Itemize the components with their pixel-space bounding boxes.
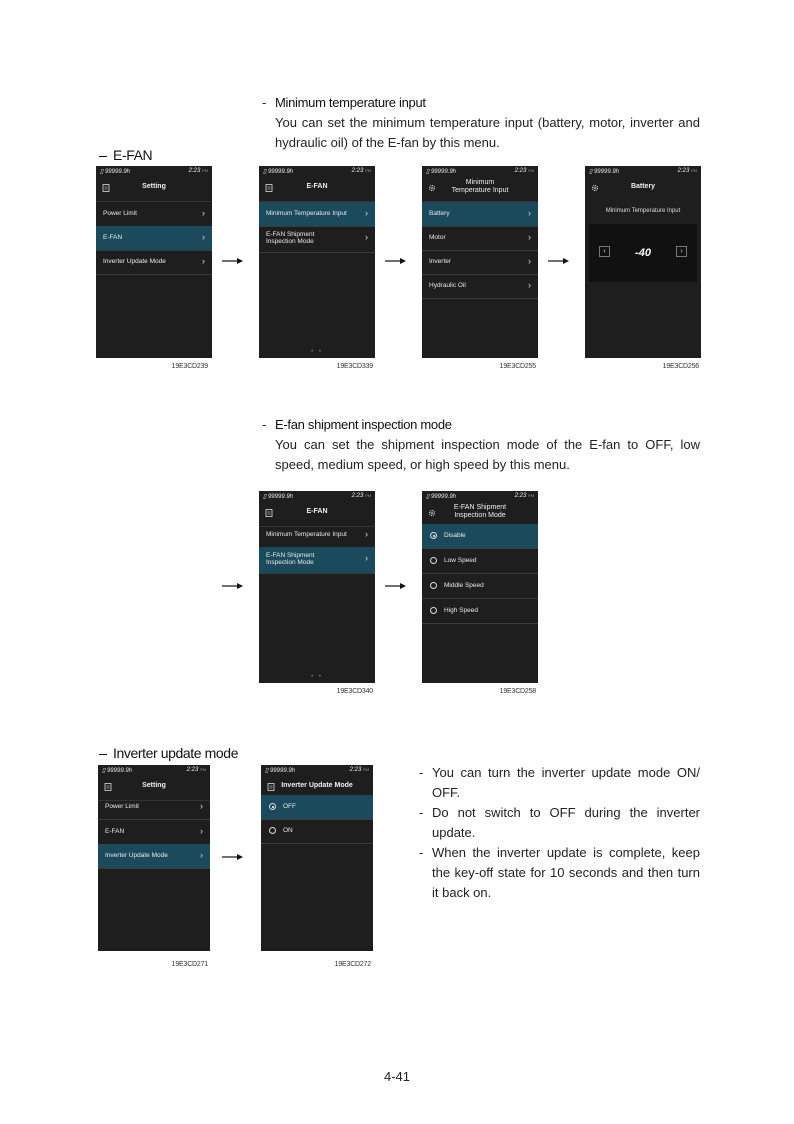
bullet-dash: -: [262, 417, 267, 432]
arrow-right-icon: [385, 582, 407, 590]
caption: 19E3CD239: [171, 363, 208, 370]
screen-inverter-update: [261, 765, 373, 951]
menu-item-inverter-update[interactable]: [96, 250, 212, 275]
screen-setting-efan: [96, 166, 212, 358]
screen-title: E-FAN: [306, 183, 328, 190]
chevron-right-icon: ›: [200, 801, 203, 811]
chevron-right-icon: ›: [365, 208, 368, 218]
inverter-bullet-1: [419, 763, 700, 803]
page-indicator: • •: [311, 674, 323, 680]
menu-item-battery[interactable]: [422, 202, 538, 227]
bullet-dash: -: [419, 765, 424, 780]
radio-icon: [430, 607, 437, 614]
chevron-right-icon: ›: [365, 553, 368, 563]
inverter-section-label: Inverter update mode: [113, 745, 239, 761]
efan-section-label: E-FAN: [113, 147, 153, 163]
clock: 2:23 PM: [349, 767, 369, 773]
decrease-button[interactable]: ‹: [599, 246, 610, 257]
clock: 2:23 PM: [351, 493, 371, 499]
menu-item-label: E-FAN Shipment Inspection Mode: [266, 231, 315, 245]
chevron-right-icon: ›: [202, 256, 205, 266]
caption: 19E3CD258: [499, 688, 536, 695]
menu-item-motor[interactable]: [422, 226, 538, 251]
screen-title: Battery: [630, 183, 656, 190]
menu-item-hydraulic-oil[interactable]: [422, 274, 538, 299]
menu-item-label: Motor: [429, 234, 446, 241]
screen-title: Minimum Temperature Input: [451, 179, 509, 194]
menu-item-label: E-FAN: [103, 234, 123, 241]
min-temp-body: You can set the minimum temperature input (battery, motor, inverter and hydraulic oil) of the E-fan by this menu.: [275, 115, 700, 150]
chevron-right-icon: ›: [202, 208, 205, 218]
shipment-body: You can set the shipment inspection mode of the E-fan to OFF, low speed, medium speed, or high speed by this menu.: [275, 437, 700, 472]
menu-item-min-temp[interactable]: [259, 202, 375, 227]
radio-icon: [269, 827, 276, 834]
screen-title: E-FAN Shipment Inspection Mode: [453, 504, 507, 519]
menu-item-label: Inverter Update Mode: [103, 258, 166, 265]
chevron-right-icon: ›: [528, 208, 531, 218]
option-label: OFF: [283, 803, 296, 810]
arrow-right-icon: [222, 582, 244, 590]
option-label: Low Speed: [444, 557, 477, 564]
menu-item-efan[interactable]: [98, 820, 210, 845]
temperature-value: -40: [635, 247, 651, 259]
inverter-bullet-2: [419, 803, 700, 843]
battery-subtitle: Minimum Temperature Input: [605, 208, 681, 214]
caption: 19E3CD340: [336, 688, 373, 695]
chevron-right-icon: ›: [365, 529, 368, 539]
chevron-right-icon: ›: [528, 256, 531, 266]
caption: 19E3CD339: [336, 363, 373, 370]
radio-selected-icon: [430, 532, 437, 539]
hour-meter: ▯ 99999.9h: [589, 169, 620, 175]
menu-item-shipment[interactable]: [259, 226, 375, 253]
min-temp-heading: Minimum temperature input: [275, 95, 426, 110]
screen-battery: [585, 166, 701, 358]
arrow-right-icon: [222, 853, 244, 861]
menu-item-label: Inverter: [429, 258, 452, 265]
option-label: Middle Speed: [444, 582, 484, 589]
inverter-section-title: [99, 745, 238, 761]
screen-title: E-FAN: [306, 508, 328, 515]
hour-meter: ▯ 99999.9h: [426, 494, 457, 500]
menu-item-power-limit[interactable]: [96, 202, 212, 227]
clock: 2:23 PM: [188, 168, 208, 174]
screen-title: Setting: [142, 782, 166, 789]
menu-item-label: E-FAN Shipment Inspection Mode: [266, 552, 315, 566]
chevron-right-icon: ›: [200, 826, 203, 836]
clock: 2:23 PM: [514, 493, 534, 499]
efan-section-title: [99, 147, 152, 163]
menu-item-label: Hydraulic Oil: [429, 282, 466, 289]
radio-icon: [430, 557, 437, 564]
bullet-dash: -: [419, 805, 424, 820]
option-disable[interactable]: [422, 524, 538, 549]
screen-setting-inverter: [98, 765, 210, 951]
menu-item-inverter[interactable]: [422, 250, 538, 275]
menu-item-label: Inverter Update Mode: [105, 852, 168, 859]
menu-item-power-limit[interactable]: [98, 795, 210, 820]
option-label: Disable: [444, 532, 466, 539]
menu-item-efan[interactable]: [96, 226, 212, 251]
arrow-right-icon: [385, 257, 407, 265]
menu-item-label: Battery: [429, 210, 450, 217]
hour-meter: ▯ 99999.9h: [263, 169, 294, 175]
inverter-bullet-text: You can turn the inverter update mode ON/ OFF.: [432, 765, 700, 800]
clock: 2:23 PM: [351, 168, 371, 174]
option-on[interactable]: [261, 819, 373, 844]
option-off[interactable]: [261, 795, 373, 820]
menu-item-label: Power Limit: [105, 803, 139, 810]
inverter-bullet-text: Do not switch to OFF during the inverter update.: [432, 805, 700, 840]
inverter-bullet-text: When the inverter update is complete, keep the key-off state for 10 seconds and then turn it back on.: [432, 845, 700, 900]
page-number: 4-41: [383, 1069, 411, 1084]
screen-efan-menu: [259, 166, 375, 358]
hour-meter: ▯ 99999.9h: [102, 768, 133, 774]
menu-item-label: E-FAN: [105, 828, 125, 835]
clock: 2:23 PM: [677, 168, 697, 174]
arrow-right-icon: [548, 257, 570, 265]
option-middle-speed[interactable]: [422, 574, 538, 599]
menu-item-label: Minimum Temperature Input: [266, 210, 347, 217]
screen-title: Setting: [142, 183, 166, 190]
option-label: ON: [283, 827, 293, 834]
option-label: High Speed: [444, 607, 478, 614]
menu-item-label: Power Limit: [103, 210, 137, 217]
caption: 19E3CD272: [334, 961, 371, 968]
radio-selected-icon: [269, 803, 276, 810]
menu-item-label: Minimum Temperature Input: [266, 531, 347, 538]
hour-meter: ▯ 99999.9h: [265, 768, 296, 774]
chevron-right-icon: ›: [365, 232, 368, 242]
bullet-dash: -: [419, 845, 424, 860]
chevron-right-icon: ›: [528, 232, 531, 242]
shipment-bullet: [262, 415, 700, 475]
menu-item-min-temp[interactable]: [259, 523, 375, 548]
inverter-bullet-3: [419, 843, 700, 903]
menu-item-inverter-update[interactable]: [98, 844, 210, 869]
clock: 2:23 PM: [186, 767, 206, 773]
chevron-right-icon: ›: [200, 850, 203, 860]
shipment-heading: E-fan shipment inspection mode: [275, 417, 452, 432]
increase-button[interactable]: ›: [676, 246, 687, 257]
option-high-speed[interactable]: [422, 599, 538, 624]
screen-efan-menu-2: [259, 491, 375, 683]
min-temp-bullet: [262, 93, 700, 153]
screen-title: Inverter Update Mode: [281, 782, 353, 789]
screen-shipment-mode: [422, 491, 538, 683]
caption: 19E3CD256: [662, 363, 699, 370]
arrow-right-icon: [222, 257, 244, 265]
page-indicator: • •: [311, 349, 323, 355]
hour-meter: ▯ 99999.9h: [263, 494, 294, 500]
chevron-right-icon: ›: [528, 280, 531, 290]
option-low-speed[interactable]: [422, 549, 538, 574]
hour-meter: ▯ 99999.9h: [426, 169, 457, 175]
clock: 2:23 PM: [514, 168, 534, 174]
menu-item-shipment[interactable]: [259, 547, 375, 574]
screen-min-temp: [422, 166, 538, 358]
value-panel: [589, 224, 697, 282]
chevron-right-icon: ›: [202, 232, 205, 242]
hour-meter: ▯ 99999.9h: [100, 169, 131, 175]
bullet-dash: -: [262, 95, 267, 110]
caption: 19E3CD271: [171, 961, 208, 968]
caption: 19E3CD255: [499, 363, 536, 370]
radio-icon: [430, 582, 437, 589]
